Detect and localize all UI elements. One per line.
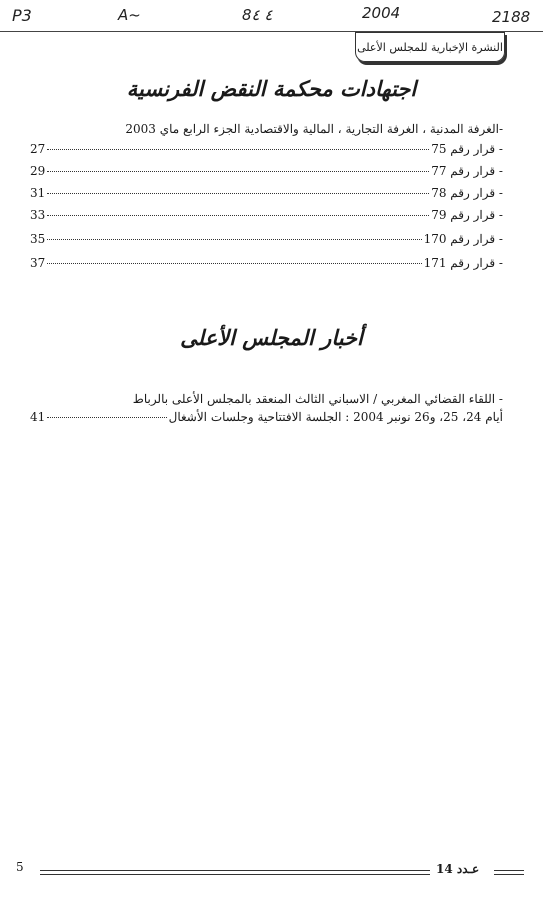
toc-item-page: 37 [30, 256, 46, 270]
section2-title: أخبار المجلس الأعلى [180, 325, 363, 350]
toc-item-page: 27 [30, 142, 46, 156]
toc-item-page: 35 [30, 232, 46, 246]
toc-item [30, 256, 503, 274]
toc-item-label: - قرار رقم 79 [431, 208, 503, 222]
footer-rule [494, 874, 524, 875]
toc-item [30, 208, 503, 226]
toc-item [30, 186, 503, 204]
toc-item [30, 232, 503, 250]
toc-item-label: - قرار رقم 171 [423, 256, 503, 270]
header-label: النشرة الإخبارية للمجلس الأعلى [357, 40, 503, 54]
footer-rule [494, 870, 524, 871]
toc-item-label: - قرار رقم 170 [423, 232, 503, 246]
handwritten-note-right: 2188 [492, 8, 531, 26]
page-number: 5 [16, 860, 24, 874]
toc-item-page: 33 [30, 208, 46, 222]
section1-intro: -الغرفة المدنية ، الغرفة التجارية ، المالية والاقتصادية الجزء الرابع ماي 2003 [125, 122, 503, 136]
toc-item-page: 29 [30, 164, 46, 178]
toc-item [30, 164, 503, 182]
toc-leader [47, 149, 429, 150]
handwritten-note-center-left: A~ [118, 6, 141, 24]
handwritten-note-year: 2004 [362, 4, 401, 22]
toc-item-page: 31 [30, 186, 46, 200]
handwritten-note-center: 8٤ ٤ [242, 6, 273, 24]
toc-leader [47, 171, 429, 172]
section2-line1: - اللقاء القضائي المغربي / الاسباني الثالث المنعقد بالمجلس الأعلى بالرباط [132, 392, 503, 406]
toc-leader [47, 215, 429, 216]
toc-leader [47, 417, 166, 418]
toc-leader [47, 193, 429, 194]
toc-item-label: - قرار رقم 75 [431, 142, 503, 156]
section1-title: اجتهادات محكمة النقض الفرنسية [126, 76, 417, 101]
issue-number: عـدد 14 [436, 862, 480, 876]
header-label-box [355, 32, 505, 62]
toc-item-page: 41 [30, 410, 46, 424]
toc-item [30, 410, 503, 428]
toc-item-label: - قرار رقم 77 [431, 164, 503, 178]
handwritten-note-left: P3 [12, 6, 32, 25]
footer-rule [40, 874, 430, 875]
toc-item-label: أيام 24، 25، و26 نونبر 2004 : الجلسة الافتتاحية وجلسات الأشغال [168, 410, 503, 424]
toc-leader [47, 263, 421, 264]
toc-leader [47, 239, 421, 240]
toc-item [30, 142, 503, 160]
toc-item-label: - قرار رقم 78 [431, 186, 503, 200]
footer-rule [40, 870, 430, 871]
